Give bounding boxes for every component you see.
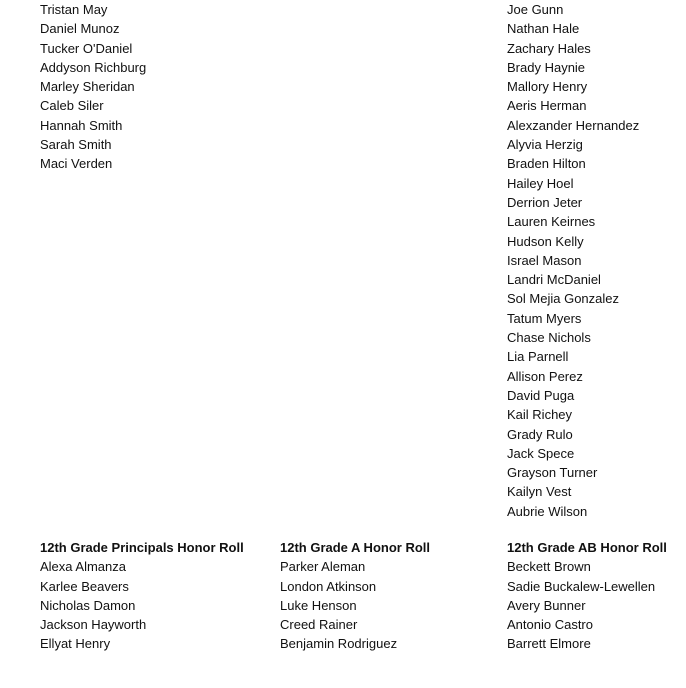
section-heading: 12th Grade AB Honor Roll: [507, 540, 667, 555]
student-name: Hannah Smith: [40, 117, 123, 133]
student-name: Ellyat Henry: [40, 636, 111, 652]
student-name: Hailey Hoel: [507, 175, 574, 191]
student-name: Alyvia Herzig: [507, 137, 583, 153]
student-name: Tristan May: [40, 2, 108, 17]
student-name: Derrion Jeter: [507, 194, 583, 210]
student-name: Israel Mason: [507, 252, 582, 268]
student-name: Aubrie Wilson: [507, 503, 588, 519]
student-name: Jack Spece: [507, 445, 575, 461]
student-name: Alexa Almanza: [40, 559, 126, 575]
student-name: Brady Haynie: [507, 59, 586, 75]
student-name: Kailyn Vest: [507, 484, 572, 500]
student-name: Sol Mejia Gonzalez: [507, 291, 619, 307]
student-name: Chase Nichols: [507, 330, 591, 346]
student-name: Nathan Hale: [507, 21, 580, 37]
a-honor-roll-section: [280, 538, 430, 654]
student-name: Hudson Kelly: [507, 233, 584, 249]
student-name: Luke Henson: [280, 597, 357, 613]
student-name: Avery Bunner: [507, 597, 586, 613]
top-left-name-list: [40, 0, 146, 174]
student-name: Lauren Keirnes: [507, 214, 596, 230]
student-name: Aeris Herman: [507, 98, 587, 114]
section-heading: 12th Grade A Honor Roll: [280, 540, 430, 555]
student-name: Sarah Smith: [40, 137, 112, 153]
student-name: Addyson Richburg: [40, 59, 147, 75]
student-name: London Atkinson: [280, 578, 377, 594]
student-name: Marley Sheridan: [40, 79, 135, 95]
student-name: Beckett Brown: [507, 559, 591, 575]
student-name: Jackson Hayworth: [40, 617, 147, 633]
student-name: Antonio Castro: [507, 617, 593, 633]
student-name: Grayson Turner: [507, 465, 598, 481]
student-name: Joe Gunn: [507, 2, 564, 17]
student-name: Landri McDaniel: [507, 272, 601, 288]
section-heading: 12th Grade Principals Honor Roll: [40, 540, 244, 555]
student-name: Allison Perez: [507, 368, 583, 384]
student-name: Benjamin Rodriguez: [280, 636, 398, 652]
principals-honor-roll-section: [40, 538, 244, 654]
top-right-name-list: [507, 0, 639, 521]
student-name: Alexzander Hernandez: [507, 117, 640, 133]
student-name: David Puga: [507, 387, 575, 403]
student-name: Daniel Munoz: [40, 21, 120, 37]
student-name: Karlee Beavers: [40, 578, 129, 594]
student-name: Caleb Siler: [40, 98, 104, 114]
student-name: Sadie Buckalew-Lewellen: [507, 578, 656, 594]
student-name: Maci Verden: [40, 156, 113, 172]
student-name: Grady Rulo: [507, 426, 573, 442]
student-name: Mallory Henry: [507, 79, 588, 95]
student-name: Braden Hilton: [507, 156, 586, 172]
student-name: Lia Parnell: [507, 349, 569, 365]
student-name: Nicholas Damon: [40, 597, 136, 613]
ab-honor-roll-section: [507, 538, 667, 654]
student-name: Parker Aleman: [280, 559, 366, 575]
student-name: Tucker O'Daniel: [40, 40, 133, 56]
student-name: Creed Rainer: [280, 617, 358, 633]
student-name: Tatum Myers: [507, 310, 582, 326]
student-name: Barrett Elmore: [507, 636, 591, 652]
student-name: Zachary Hales: [507, 40, 591, 56]
student-name: Kail Richey: [507, 407, 573, 423]
